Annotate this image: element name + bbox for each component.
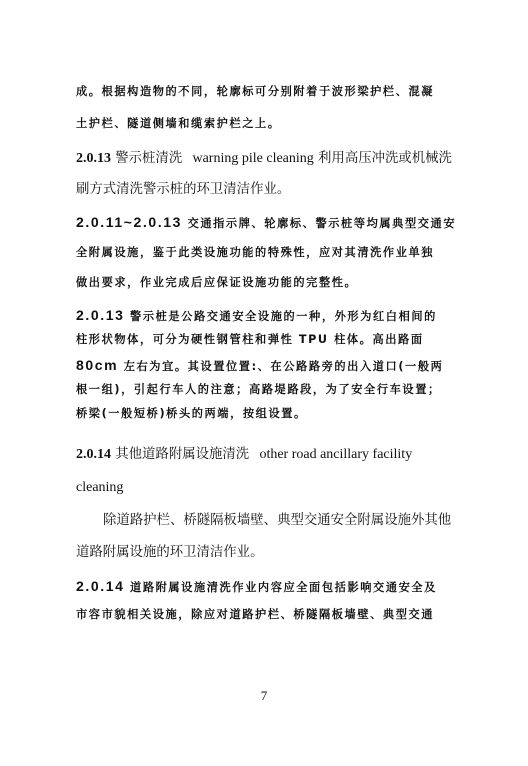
note-number: 2.0.13 (76, 307, 125, 323)
line-text: 左右为宜。其设置位置:、在公路路旁的出入道口(一般两 (123, 360, 444, 373)
paragraph-line (76, 355, 466, 377)
line-text: 土护栏、隧道侧墙和缆索护栏之上。 (76, 117, 281, 130)
term-english: cleaning (76, 480, 124, 495)
paragraph-line (76, 82, 466, 102)
paragraph-line (76, 380, 466, 400)
paragraph-line (76, 273, 466, 293)
line-text: 除道路护栏、桥隧隔板墙壁、典型交通安全附属设施外其他 (103, 513, 452, 528)
note-number: 2.0.11~2.0.13 (76, 214, 183, 230)
term-chinese: 其他道路附属设施清洗 (115, 447, 250, 462)
term-number: 2.0.14 (76, 447, 111, 462)
line-text: 成。根据构造物的不同，轮廓标可分别附着于波形梁护栏、混凝 (76, 85, 435, 98)
term-english: warning pile cleaning (192, 151, 314, 166)
term-chinese: 警示桩清洗 (115, 151, 183, 166)
term-definition: 利用高压冲洗或机械洗 (318, 151, 452, 166)
line-text: 警示桩是公路交通安全设施的一种，外形为红白相间的 (130, 310, 437, 323)
line-text: 交通指示牌、轮廓标、警示桩等均属典型交通安 (187, 217, 457, 230)
measure-value: 80cm (76, 357, 119, 373)
note-2-0-13 (76, 305, 466, 327)
line-text: 桥梁(一般短桥)桥头的两端，按组设置。 (76, 407, 307, 420)
paragraph-line (76, 330, 466, 350)
term-english: other road ancillary facility (259, 447, 413, 462)
term-number: 2.0.13 (76, 151, 111, 166)
line-text: 市容市貌相关设施，除应对道路护栏、桥隧隔板墙壁、典型交通 (76, 608, 435, 621)
term-heading-2-0-13 (76, 149, 466, 169)
paragraph-line (76, 478, 466, 498)
line-text: 刷方式清洗警示桩的环卫清洁作业。 (76, 182, 291, 197)
line-text: 全附属设施，鉴于此类设施功能的特殊性，应对其清洗作业单独 (76, 246, 435, 259)
note-number: 2.0.14 (76, 578, 125, 594)
paragraph-line (76, 243, 466, 263)
page-number: 7 (260, 688, 268, 703)
line-text: 柱形状物体，可分为硬性钢管柱和弹性 TPU 柱体。高出路面 (76, 333, 424, 346)
line-text: 根一组)，引起行车人的注意；高路堤路段，为了安全行车设置； (76, 383, 441, 396)
note-2-0-14 (76, 576, 466, 598)
paragraph-line (76, 404, 466, 424)
paragraph-line (76, 180, 466, 200)
paragraph-line (103, 511, 493, 531)
line-text: 做出要求，作业完成后应保证设施功能的完整性。 (76, 276, 358, 289)
paragraph-line (76, 605, 466, 625)
term-heading-2-0-14 (76, 445, 466, 465)
line-text: 道路附属设施的环卫清洁作业。 (76, 545, 264, 560)
note-2-0-11-13 (76, 212, 466, 234)
paragraph-line (76, 114, 466, 134)
paragraph-line (76, 543, 466, 563)
line-text: 道路附属设施清洗作业内容应全面包括影响交通安全及 (130, 581, 437, 594)
